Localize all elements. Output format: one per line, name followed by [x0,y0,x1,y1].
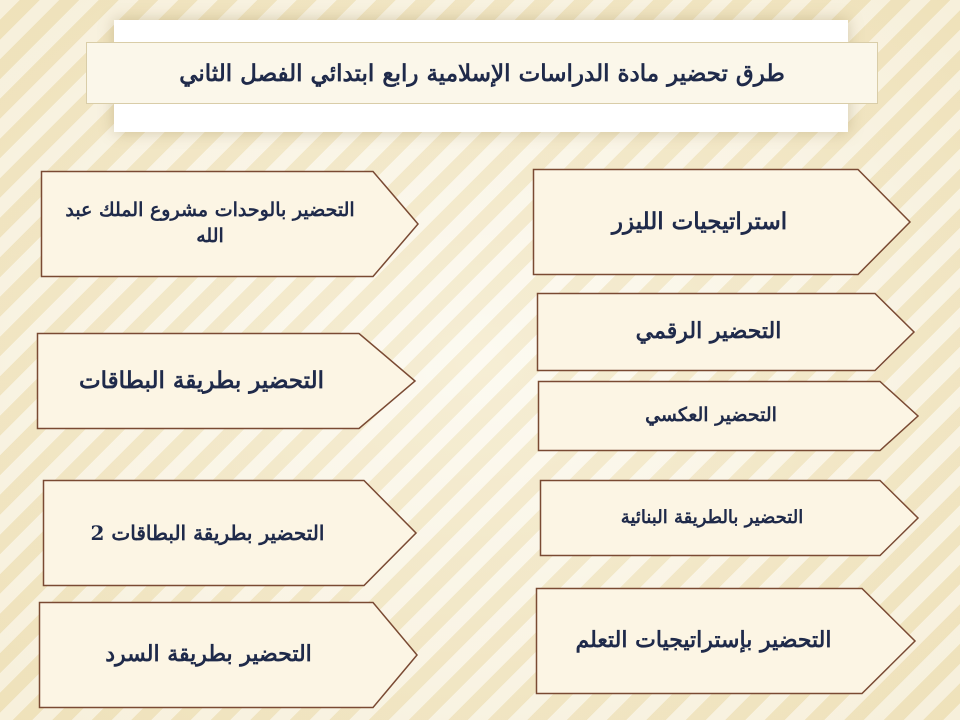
arrow-shape-constructive[interactable] [540,480,919,556]
title-panel [86,42,878,104]
arrow-shape-narrative[interactable] [39,602,418,708]
arrow-shape-cards[interactable] [37,333,416,429]
arrow-shape-cards-2[interactable] [43,480,417,586]
arrow-label: التحضير بطريقة البطاقات 2 [90,520,325,545]
arrow-shape-digital[interactable] [537,293,915,371]
arrow-shape-learning-strategies[interactable] [536,588,916,694]
page-title: طرق تحضير مادة الدراسات الإسلامية رابع ابتدائي الفصل الثاني [179,59,785,87]
arrow-label: استراتيجيات الليزر [611,208,788,236]
arrow-label: التحضير بالوحدات مشروع الملك عبد الله [65,199,355,247]
arrow-label: التحضير بالطريقة البنائية [620,506,804,528]
arrow-label: التحضير الرقمي [635,318,782,345]
arrow-label: التحضير العكسي [645,404,777,427]
arrow-label: التحضير بطريقة السرد [105,641,312,668]
arrow-shape-reverse[interactable] [538,381,919,451]
arrow-shape-unit-project[interactable] [41,171,419,277]
arrow-shape-laser-strategies[interactable] [533,169,911,275]
arrow-label: التحضير بطريقة البطاقات [79,367,324,395]
arrow-label: التحضير بإستراتيجيات التعلم [575,627,832,654]
